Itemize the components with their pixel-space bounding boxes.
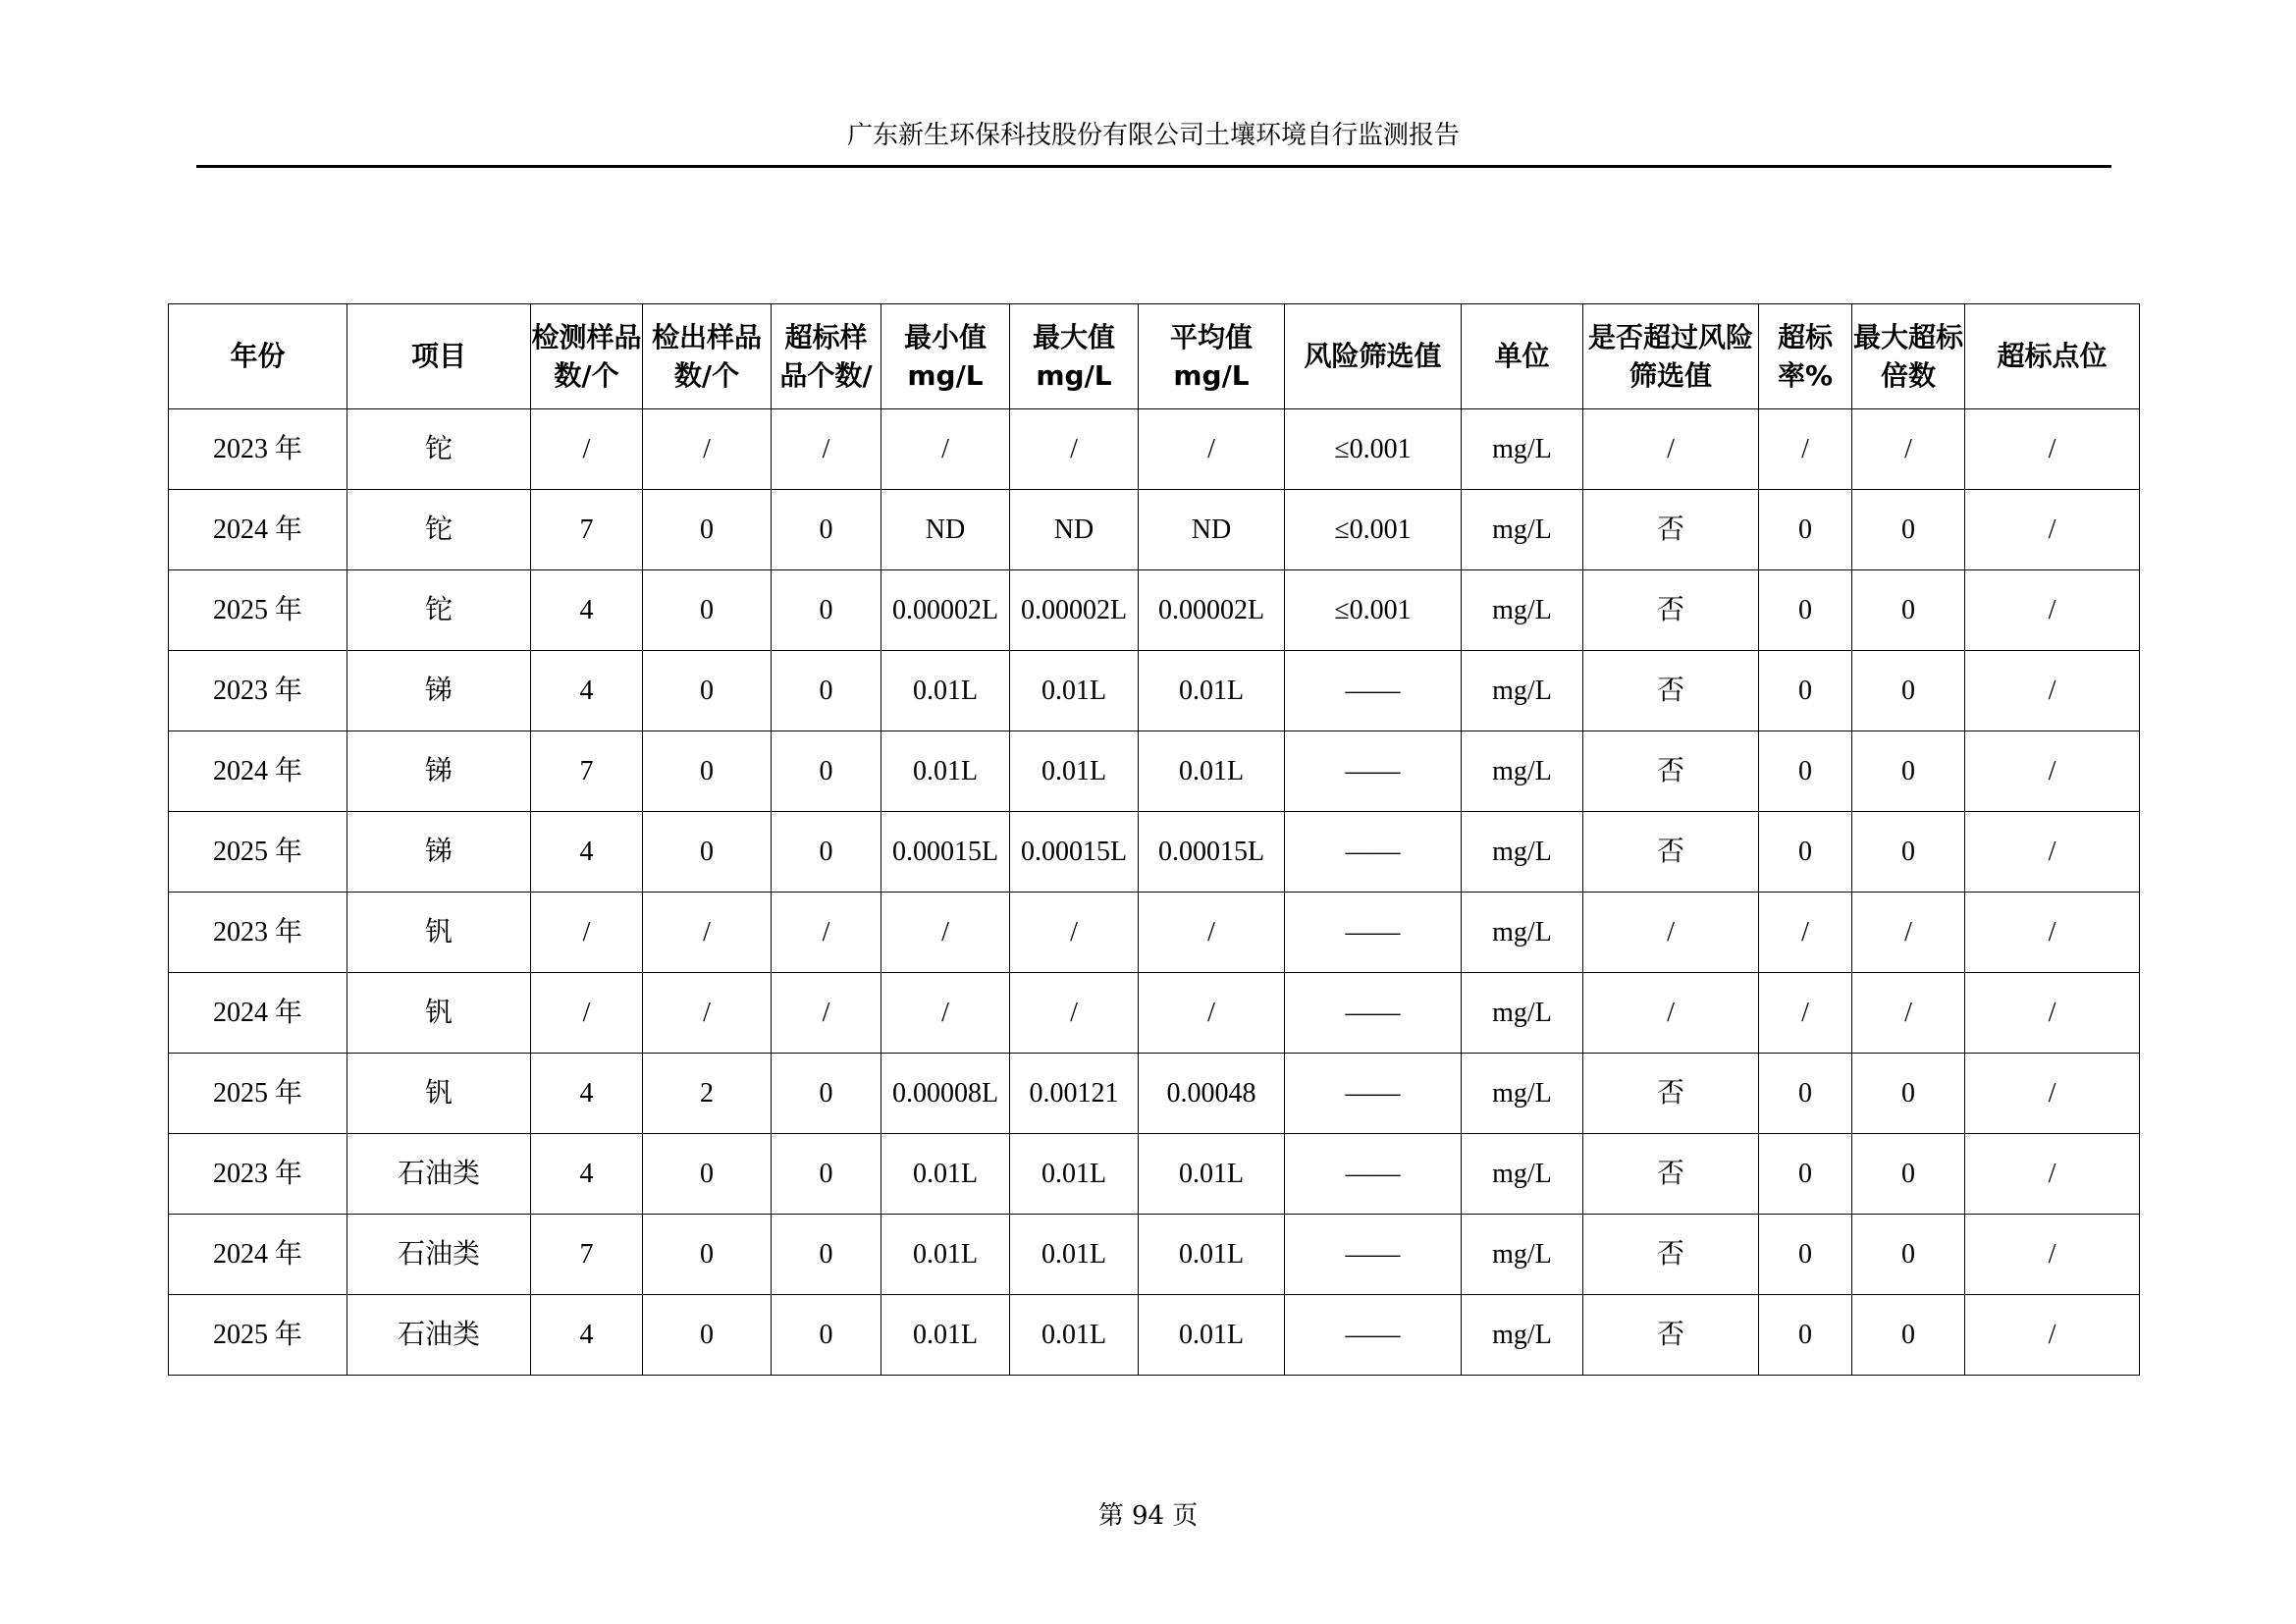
table-cell: /: [1965, 1134, 2140, 1215]
table-cell: /: [1010, 409, 1139, 490]
table-cell: 0: [1852, 651, 1965, 731]
table-cell: 2024 年: [169, 490, 347, 570]
table-cell: 0: [1759, 570, 1852, 651]
table-cell: /: [643, 973, 772, 1054]
table-row: [169, 490, 2140, 570]
table-cell: mg/L: [1462, 1295, 1583, 1376]
table-cell: 4: [531, 651, 643, 731]
table-cell: /: [531, 973, 643, 1054]
table-cell: 2023 年: [169, 409, 347, 490]
table-row: [169, 570, 2140, 651]
table-cell: mg/L: [1462, 893, 1583, 973]
table-cell: 锑: [347, 651, 531, 731]
table-cell: 2: [643, 1054, 772, 1134]
monitoring-results-table: [168, 303, 2140, 1376]
table-cell: mg/L: [1462, 409, 1583, 490]
table-cell: 铊: [347, 490, 531, 570]
table-cell: /: [1010, 893, 1139, 973]
table-cell: /: [1759, 893, 1852, 973]
column-header: 检出样品数/个: [643, 304, 772, 409]
table-cell: ——: [1285, 1134, 1462, 1215]
table-cell: 0.00002L: [881, 570, 1010, 651]
table-row: [169, 812, 2140, 893]
table-cell: 否: [1583, 570, 1759, 651]
table-cell: 石油类: [347, 1295, 531, 1376]
table-cell: 0.01L: [1010, 731, 1139, 812]
table-cell: 4: [531, 1054, 643, 1134]
column-header: 是否超过风险筛选值: [1583, 304, 1759, 409]
column-header: 最大超标倍数: [1852, 304, 1965, 409]
table-cell: 0: [1852, 1134, 1965, 1215]
table-cell: 4: [531, 570, 643, 651]
table-cell: /: [1965, 651, 2140, 731]
table-cell: 0: [643, 1134, 772, 1215]
header-divider: [196, 165, 2111, 168]
column-header: 风险筛选值: [1285, 304, 1462, 409]
table-cell: 0: [1852, 490, 1965, 570]
table-cell: 0: [1759, 812, 1852, 893]
table-cell: /: [1965, 1215, 2140, 1295]
table-cell: 0.01L: [881, 731, 1010, 812]
table-cell: 钒: [347, 1054, 531, 1134]
table-cell: mg/L: [1462, 570, 1583, 651]
table-cell: /: [1965, 812, 2140, 893]
table-cell: 0: [643, 651, 772, 731]
table-cell: 否: [1583, 651, 1759, 731]
table-cell: 0.00002L: [1139, 570, 1285, 651]
table-cell: 0: [772, 1215, 881, 1295]
table-cell: /: [1852, 409, 1965, 490]
table-row: [169, 1215, 2140, 1295]
table-cell: 0: [772, 1134, 881, 1215]
table-cell: ≤0.001: [1285, 409, 1462, 490]
table-cell: ——: [1285, 973, 1462, 1054]
column-header: 最大值 mg/L: [1010, 304, 1139, 409]
table-cell: mg/L: [1462, 731, 1583, 812]
table-cell: /: [881, 893, 1010, 973]
table-cell: 否: [1583, 490, 1759, 570]
table-cell: 否: [1583, 1134, 1759, 1215]
table-cell: ——: [1285, 651, 1462, 731]
table-cell: /: [1583, 409, 1759, 490]
table-cell: 石油类: [347, 1215, 531, 1295]
column-header: 超标点位: [1965, 304, 2140, 409]
table-cell: mg/L: [1462, 651, 1583, 731]
table-cell: 0: [1759, 490, 1852, 570]
table-cell: 0.00008L: [881, 1054, 1010, 1134]
table-cell: 7: [531, 490, 643, 570]
table-cell: 2023 年: [169, 651, 347, 731]
table-cell: 0.01L: [1010, 1215, 1139, 1295]
table-cell: 0.01L: [881, 1295, 1010, 1376]
column-header: 平均值 mg/L: [1139, 304, 1285, 409]
table-cell: 0.01L: [1139, 731, 1285, 812]
table-cell: 0: [1852, 1054, 1965, 1134]
table-cell: 否: [1583, 1054, 1759, 1134]
table-cell: 0: [1759, 731, 1852, 812]
table-cell: 否: [1583, 1215, 1759, 1295]
table-cell: ——: [1285, 1295, 1462, 1376]
column-header: 项目: [347, 304, 531, 409]
table-cell: 锑: [347, 812, 531, 893]
table-cell: /: [1965, 731, 2140, 812]
table-cell: 0.00048: [1139, 1054, 1285, 1134]
table-cell: 0.01L: [1139, 1134, 1285, 1215]
table-cell: 0: [772, 651, 881, 731]
column-header: 最小值 mg/L: [881, 304, 1010, 409]
table-cell: /: [881, 409, 1010, 490]
table-cell: /: [1139, 973, 1285, 1054]
table-cell: 0: [1759, 1215, 1852, 1295]
table-cell: 0: [643, 1215, 772, 1295]
column-header: 超标率%: [1759, 304, 1852, 409]
table-cell: 2023 年: [169, 893, 347, 973]
table-cell: /: [1010, 973, 1139, 1054]
table-cell: ——: [1285, 893, 1462, 973]
table-cell: 0: [1759, 651, 1852, 731]
table-cell: 0.01L: [1139, 651, 1285, 731]
table-row: [169, 1134, 2140, 1215]
table-row: [169, 409, 2140, 490]
table-cell: ≤0.001: [1285, 570, 1462, 651]
table-cell: 锑: [347, 731, 531, 812]
table-cell: 0.01L: [1139, 1215, 1285, 1295]
table-cell: /: [643, 409, 772, 490]
table-cell: 0: [643, 1295, 772, 1376]
table-cell: 0.01L: [881, 651, 1010, 731]
table-cell: 否: [1583, 812, 1759, 893]
table-cell: 0.01L: [1139, 1295, 1285, 1376]
page-header-title: 广东新生环保科技股份有限公司土壤环境自行监测报告: [846, 121, 1460, 150]
table-row: [169, 973, 2140, 1054]
table-cell: /: [1965, 490, 2140, 570]
table-cell: /: [1759, 409, 1852, 490]
table-cell: 0.01L: [1010, 1295, 1139, 1376]
table-cell: /: [1583, 893, 1759, 973]
table-cell: mg/L: [1462, 973, 1583, 1054]
table-cell: 0: [1852, 1215, 1965, 1295]
table-cell: 铊: [347, 409, 531, 490]
column-header: 年份: [169, 304, 347, 409]
column-header: 单位: [1462, 304, 1583, 409]
table-cell: 2024 年: [169, 1215, 347, 1295]
table-cell: 0: [772, 731, 881, 812]
table-cell: /: [531, 409, 643, 490]
table-cell: /: [772, 409, 881, 490]
table-cell: 否: [1583, 1295, 1759, 1376]
table-header-row: [169, 304, 2140, 409]
table-cell: 0: [643, 731, 772, 812]
table-cell: 0.00002L: [1010, 570, 1139, 651]
table-cell: 0: [772, 570, 881, 651]
table-cell: 0.01L: [881, 1215, 1010, 1295]
table-cell: /: [1759, 973, 1852, 1054]
table-cell: 2025 年: [169, 1054, 347, 1134]
table-cell: ——: [1285, 1215, 1462, 1295]
table-cell: 2025 年: [169, 570, 347, 651]
table-cell: 0: [1852, 731, 1965, 812]
table-cell: mg/L: [1462, 1134, 1583, 1215]
table-cell: 4: [531, 1295, 643, 1376]
table-cell: 0: [1759, 1134, 1852, 1215]
table-cell: ——: [1285, 1054, 1462, 1134]
table-cell: 钒: [347, 973, 531, 1054]
table-cell: 铊: [347, 570, 531, 651]
table-cell: 0: [772, 1054, 881, 1134]
table-cell: /: [1139, 893, 1285, 973]
table-cell: 否: [1583, 731, 1759, 812]
table-cell: 2025 年: [169, 812, 347, 893]
table-cell: /: [772, 973, 881, 1054]
table-body: [169, 409, 2140, 1376]
table-cell: 0.00121: [1010, 1054, 1139, 1134]
table-cell: mg/L: [1462, 490, 1583, 570]
table-row: [169, 1054, 2140, 1134]
table-cell: /: [1965, 409, 2140, 490]
table-cell: /: [1965, 1295, 2140, 1376]
table-cell: mg/L: [1462, 1215, 1583, 1295]
table-cell: /: [1852, 973, 1965, 1054]
table-cell: 0: [1852, 812, 1965, 893]
table-cell: 0.01L: [1010, 1134, 1139, 1215]
column-header: 超标样品个数/: [772, 304, 881, 409]
table-cell: /: [1965, 1054, 2140, 1134]
table-cell: /: [1965, 973, 2140, 1054]
table-cell: ND: [1010, 490, 1139, 570]
table-cell: 0.00015L: [1139, 812, 1285, 893]
column-header: 检测样品数/个: [531, 304, 643, 409]
table-row: [169, 731, 2140, 812]
table-cell: 0: [772, 490, 881, 570]
table-cell: 0: [772, 812, 881, 893]
table-row: [169, 1295, 2140, 1376]
table-cell: 0.01L: [1010, 651, 1139, 731]
table-cell: 4: [531, 1134, 643, 1215]
table-cell: 0: [643, 570, 772, 651]
table-cell: ≤0.001: [1285, 490, 1462, 570]
table-cell: ND: [881, 490, 1010, 570]
table-cell: 0: [643, 490, 772, 570]
table-cell: 0: [643, 812, 772, 893]
table-cell: 7: [531, 731, 643, 812]
table-cell: /: [1965, 893, 2140, 973]
table-cell: /: [1583, 973, 1759, 1054]
table-cell: 0: [1852, 570, 1965, 651]
table-cell: /: [1852, 893, 1965, 973]
table-cell: 0.00015L: [1010, 812, 1139, 893]
table-cell: 石油类: [347, 1134, 531, 1215]
table-cell: /: [643, 893, 772, 973]
table-cell: mg/L: [1462, 812, 1583, 893]
table-cell: 2025 年: [169, 1295, 347, 1376]
table-cell: 2024 年: [169, 731, 347, 812]
table-cell: /: [1139, 409, 1285, 490]
table-cell: 2024 年: [169, 973, 347, 1054]
table-cell: 7: [531, 1215, 643, 1295]
table-cell: 0: [1759, 1295, 1852, 1376]
table-cell: /: [881, 973, 1010, 1054]
table-row: [169, 651, 2140, 731]
table-cell: ——: [1285, 812, 1462, 893]
table-cell: 2023 年: [169, 1134, 347, 1215]
table-cell: /: [531, 893, 643, 973]
table-cell: 0: [1852, 1295, 1965, 1376]
table-cell: /: [1965, 570, 2140, 651]
table-cell: 0.01L: [881, 1134, 1010, 1215]
table-cell: 0: [772, 1295, 881, 1376]
table-cell: /: [772, 893, 881, 973]
table-cell: 钒: [347, 893, 531, 973]
table-cell: 0: [1759, 1054, 1852, 1134]
table-cell: 4: [531, 812, 643, 893]
table-cell: ND: [1139, 490, 1285, 570]
page-number: 第 94 页: [1097, 1501, 1199, 1531]
table-cell: ——: [1285, 731, 1462, 812]
table-cell: mg/L: [1462, 1054, 1583, 1134]
table-cell: 0.00015L: [881, 812, 1010, 893]
table-row: [169, 893, 2140, 973]
